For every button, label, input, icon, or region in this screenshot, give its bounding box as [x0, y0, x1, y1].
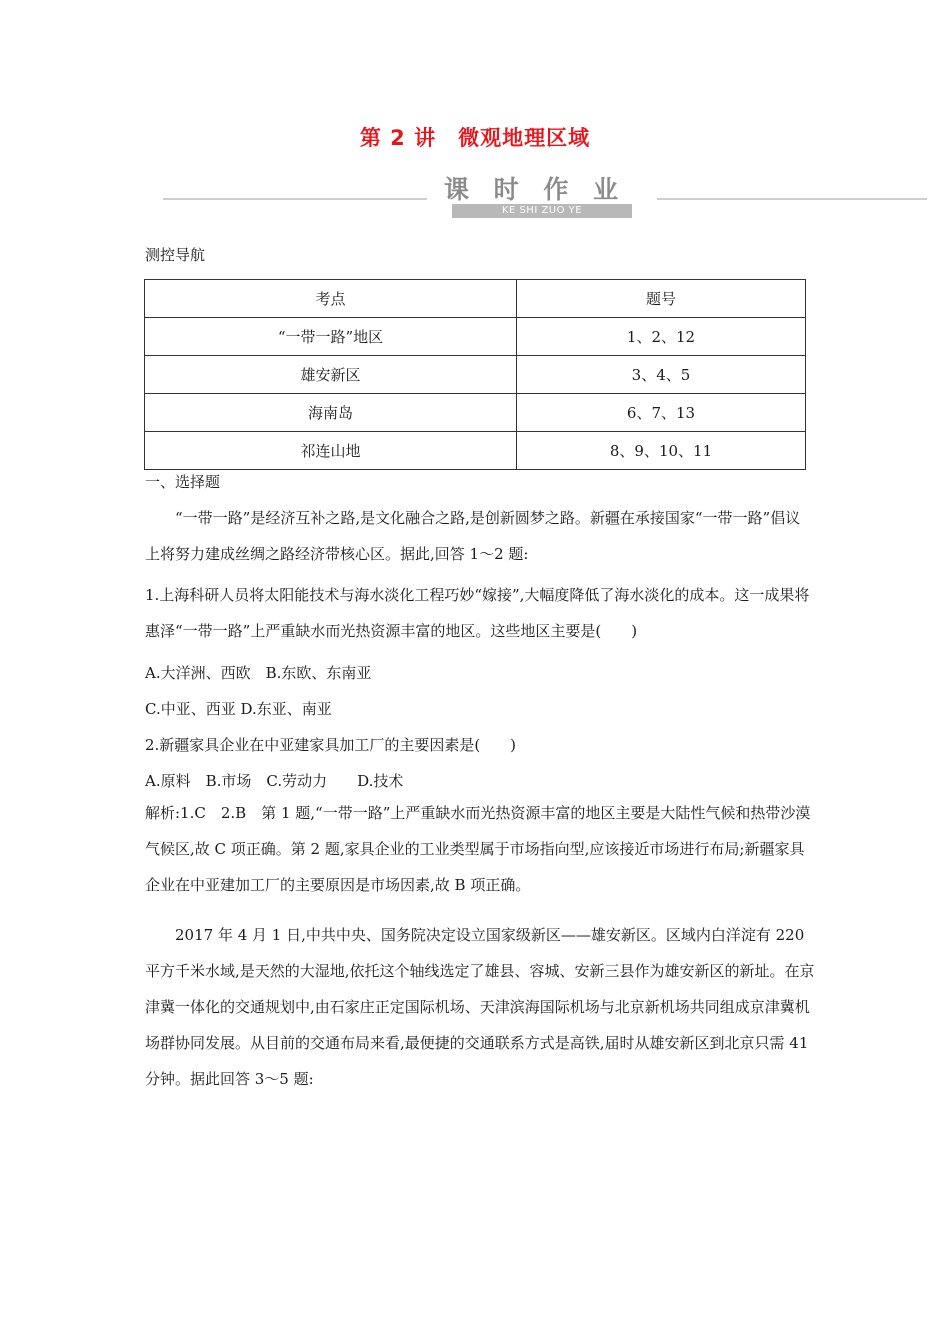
- header-cell-questions: 题号: [517, 280, 806, 318]
- question-1-options-c-d: C.中亚、西亚 D.东亚、南亚: [145, 700, 332, 718]
- topic-cell: 雄安新区: [145, 356, 517, 394]
- question-1-options-a-b: A.大洋洲、西欧 B.东欧、东南亚: [145, 664, 372, 682]
- intro-paragraph-xiongan: 2017 年 4 月 1 日,中共中央、国务院决定设立国家级新区——雄安新区。区域内白洋淀有 220 平方千米水域,是天然的大湿地,依托这个轴线选定了雄县、容城、安新三县作为雄安新区的新址。在京津冀一体化的交通规划中,由石家庄正定国际机场、天津滨海国际机场与北京新机场共同组成京津冀机场群协同发展。从目前的交通布局来看,最便捷的交通联系方式是高铁,届时从雄安新区到北京只需 41 分钟。据此回答 3～5 题:: [145, 926, 815, 1088]
- table-header-row: [145, 280, 806, 318]
- question-2: 2.新疆家具企业在中亚建家具加工厂的主要因素是( ): [145, 736, 517, 754]
- table-row: [145, 394, 806, 432]
- banner-subtitle: KE SHI ZUO YE: [452, 204, 632, 218]
- table-row: [145, 432, 806, 470]
- analysis-paragraph: 解析:1.C 2.B 第 1 题,“一带一路”上严重缺水而光热资源丰富的地区主要是大陆性气候和热带沙漠气候区,故 C 项正确。第 2 题,家具企业的工业类型属于市场指向型,应该接近市场进行布局;新疆家具企业在中亚建加工厂的主要原因是市场因素,故 B 项正确。: [145, 804, 811, 894]
- questions-cell: 6、7、13: [517, 394, 806, 432]
- page-title: 第 2 讲 微观地理区域: [359, 126, 591, 150]
- question-1: 1.上海科研人员将太阳能技术与海水淡化工程巧妙“嫁接”,大幅度降低了海水淡化的成本。这一成果将惠泽“一带一路”上严重缺水而光热资源丰富的地区。这些地区主要是( ): [145, 586, 810, 640]
- banner-divider-right: [657, 198, 927, 200]
- header-cell-topic: 考点: [145, 280, 517, 318]
- topic-cell: 祁连山地: [145, 432, 517, 470]
- topic-cell: 海南岛: [145, 394, 517, 432]
- table-row: [145, 356, 806, 394]
- banner-divider-left: [163, 198, 427, 200]
- topic-cell: “一带一路”地区: [145, 318, 517, 356]
- questions-cell: 8、9、10、11: [517, 432, 806, 470]
- section-heading: 一、选择题: [145, 473, 221, 491]
- nav-label: 测控导航: [145, 246, 206, 264]
- intro-paragraph-belt-road: “一带一路”是经济互补之路,是文化融合之路,是创新圆梦之路。新疆在承接国家“一带一路”倡议上将努力建成丝绸之路经济带核心区。据此,回答 1～2 题:: [145, 509, 801, 563]
- banner-title: 课 时 作 业: [443, 175, 627, 204]
- questions-cell: 1、2、12: [517, 318, 806, 356]
- nav-table: [144, 279, 806, 470]
- table-row: [145, 318, 806, 356]
- questions-cell: 3、4、5: [517, 356, 806, 394]
- question-2-options: A.原料 B.市场 C.劳动力 D.技术: [145, 772, 404, 790]
